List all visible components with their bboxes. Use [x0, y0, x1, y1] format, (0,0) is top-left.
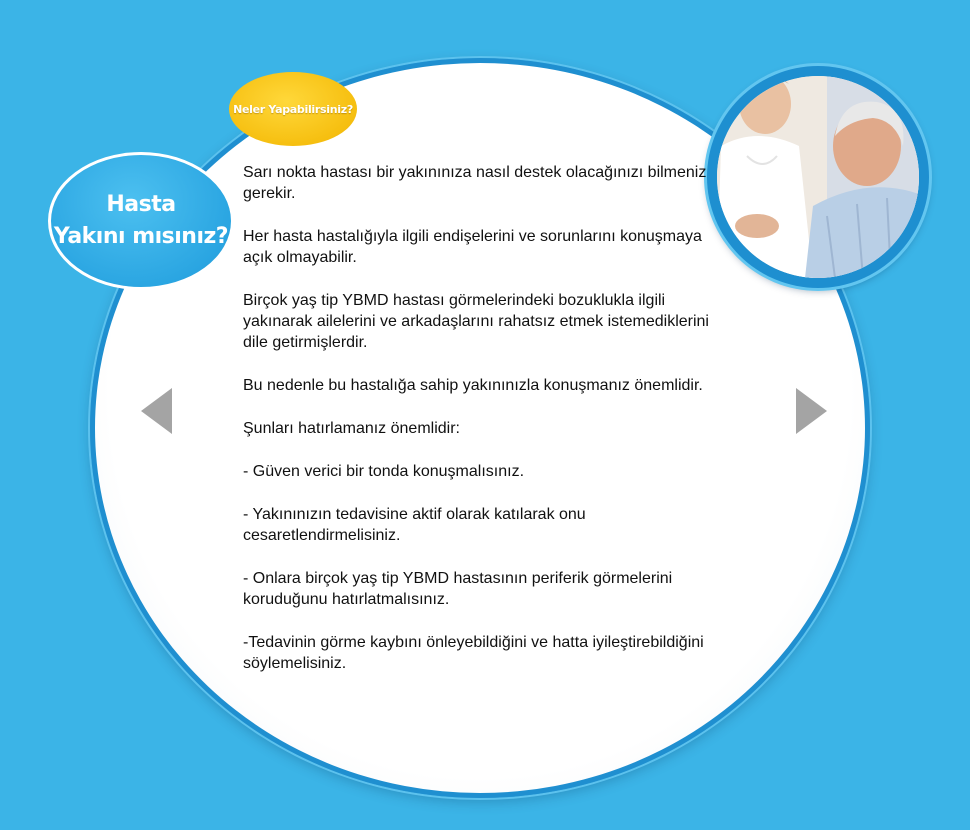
list-item: - Onlara birçok yaş tip YBMD hastasının periferik görmelerini koruduğunu hatırlatmalısınız.	[243, 570, 673, 608]
info-text-block	[243, 162, 723, 696]
badge-small-label: Neler Yapabilirsiniz?	[233, 102, 353, 116]
arrow-right-icon[interactable]	[796, 388, 827, 434]
paragraph: Birçok yaş tip YBMD hastası görmelerindeki bozuklukla ilgili yakınarak ailelerini ve arkadaşlarını rahatsız etmek istemediklerini dile getirmişlerdir.	[243, 292, 709, 351]
list-item: -Tedavinin görme kaybını önleyebildiğini ve hatta iyileştirebildiğini söylemelisiniz.	[243, 634, 704, 672]
photo-frame	[707, 66, 929, 288]
paragraph: Sarı nokta hastası bir yakınınıza nasıl destek olacağınızı bilmeniz gerekir.	[243, 164, 707, 202]
badge-large-line2: Yakını mısınız?	[53, 224, 229, 249]
paragraph: Bu nedenle bu hastalığa sahip yakınınızla konuşmanız önemlidir.	[243, 377, 703, 394]
what-can-you-do-badge	[229, 72, 357, 146]
caregiver-photo-illustration	[717, 76, 919, 278]
paragraph: Şunları hatırlamanız önemlidir:	[243, 420, 460, 437]
list-item: - Yakınınızın tedavisine aktif olarak katılarak onu cesaretlendirmelisiniz.	[243, 506, 586, 544]
are-you-a-relative-badge	[48, 152, 234, 290]
badge-large-line1: Hasta	[106, 192, 176, 217]
caregiver-patient-photo	[717, 76, 919, 278]
paragraph: Her hasta hastalığıyla ilgili endişelerini ve sorunlarını konuşmaya açık olmayabilir.	[243, 228, 702, 266]
list-item: - Güven verici bir tonda konuşmalısınız.	[243, 463, 525, 480]
arrow-left-icon[interactable]	[141, 388, 172, 434]
